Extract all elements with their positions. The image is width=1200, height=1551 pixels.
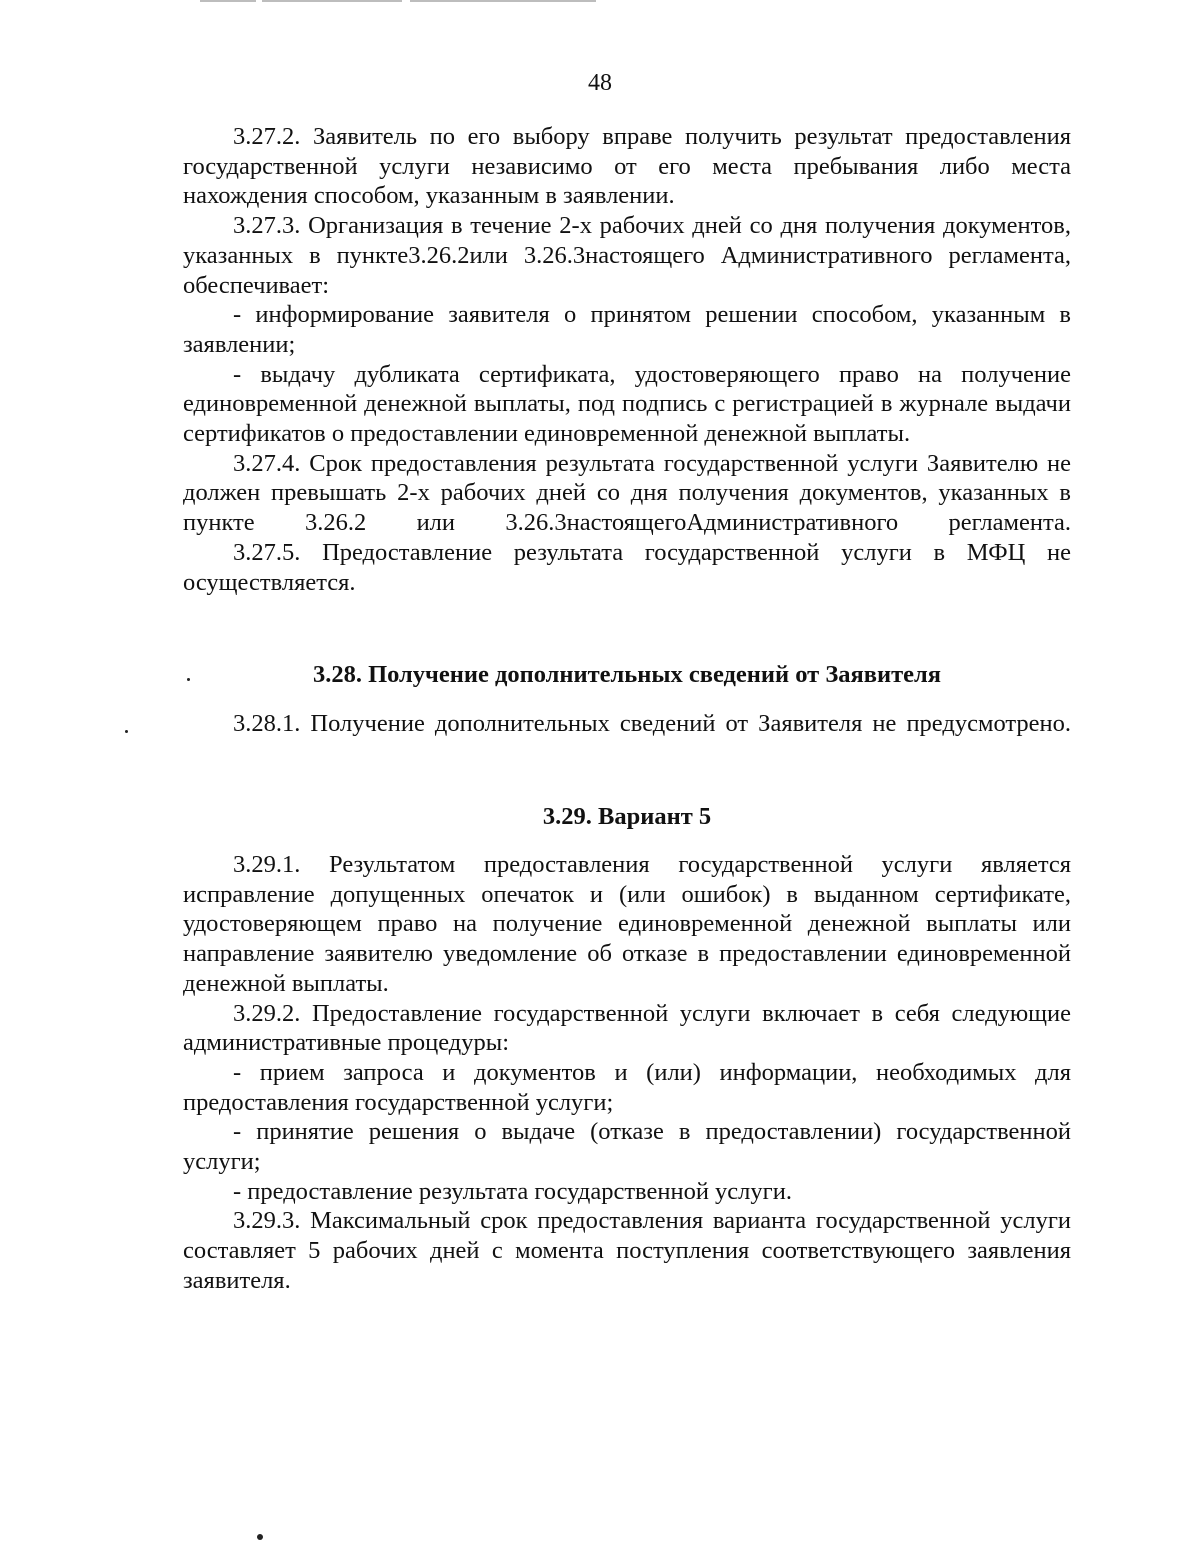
paragraph-3-27-3: 3.27.3. Организация в течение 2-х рабочих дней со дня получения документов, указанных в пункте3.26.2или 3.26.3настоящего Административного регламента, обеспечивает: xyxy=(183,212,1071,299)
paragraph-3-28-1: 3.28.1. Получение дополнительных сведений от Заявителя не предусмотрено. xyxy=(233,710,1071,737)
heading-3-28-block xyxy=(183,660,1071,690)
section-3-27-continued xyxy=(183,122,1071,597)
list-item-informing: - информирование заявителя о принятом решении способом, указанным в заявлении; xyxy=(183,301,1071,358)
page-number: 48 xyxy=(588,70,612,96)
scan-speck xyxy=(187,678,190,681)
scan-speck xyxy=(257,1534,263,1540)
paragraph-3-27-5: 3.27.5. Предоставление результата государственной услуги в МФЦ не осуществляется. xyxy=(183,538,1071,596)
paragraph-3-29-2: 3.29.2. Предоставление государственной услуги включает в себя следующие административные процедуры: xyxy=(183,999,1071,1057)
scan-speck xyxy=(125,730,128,733)
section-3-29-body xyxy=(183,850,1071,1296)
paragraph-3-27-4: 3.27.4. Срок предоставления результата государственной услуги Заявителю не должен превышать 2-х рабочих дней со дня получения документов, указанных в пункте 3.26.2 или 3.26.3настоящегоАдминистративного регламента. xyxy=(183,449,1071,537)
heading-3-28: 3.28. Получение дополнительных сведений от Заявителя xyxy=(312,661,942,688)
scan-artifact-line xyxy=(200,0,256,2)
scan-artifact-line xyxy=(410,0,596,2)
list-item-intake: - прием запроса и документов и (или) информации, необходимых для предоставления государственной услуги; xyxy=(183,1058,1071,1116)
list-item-result: - предоставление результата государственной услуги. xyxy=(233,1177,792,1205)
heading-3-29-block xyxy=(183,802,1071,832)
paragraph-3-27-2: 3.27.2. Заявитель по его выбору вправе получить результат предоставления государственной услуги независимо от его места пребывания либо места нахождения способом, указанным в заявлении. xyxy=(183,123,1071,210)
heading-3-29: 3.29. Вариант 5 xyxy=(542,803,712,830)
paragraph-3-29-3: 3.29.3. Максимальный срок предоставления варианта государственной услуги составляет 5 рабочих дней с момента поступления соответствующего заявления заявителя. xyxy=(183,1207,1071,1294)
paragraph-3-29-1: 3.29.1. Результатом предоставления государственной услуги является исправление допущенных опечаток и (или ошибок) в выданном сертификате, удостоверяющем право на получение единовременной денежной выплаты или направление заявителю уведомление об отказе в предоставлении единовременной денежной выплаты. xyxy=(183,851,1071,997)
list-item-duplicate: - выдачу дубликата сертификата, удостоверяющего право на получение единовременной денежной выплаты, под подпись с регистрацией в журнале выдачи сертификатов о предоставлении единовременной денежной выплаты. xyxy=(183,360,1071,448)
section-3-28-body xyxy=(183,709,1071,739)
list-item-decision: - принятие решения о выдаче (отказе в предоставлении) государственной услуги; xyxy=(183,1118,1071,1176)
scan-artifact-line xyxy=(262,0,402,2)
